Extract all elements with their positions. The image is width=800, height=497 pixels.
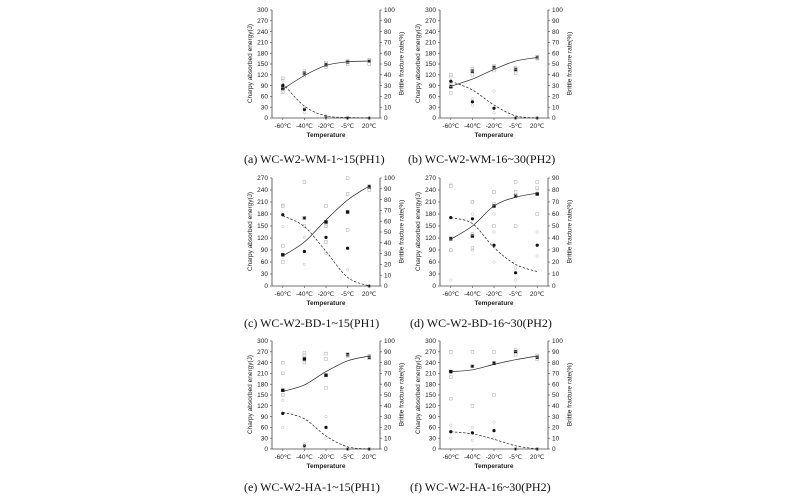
y-tick-label: 90 <box>428 413 436 421</box>
brittle-individual-point <box>282 204 285 207</box>
x-tick-label: 20℃ <box>529 291 545 298</box>
brittle-individual-point <box>471 201 474 204</box>
energy-individual-point <box>514 191 517 194</box>
y-tick-label: 150 <box>425 392 436 400</box>
energy-individual-point <box>471 404 474 407</box>
y-tick-label: 60 <box>428 259 436 267</box>
x-tick-label: 20℃ <box>361 454 377 461</box>
y2-tick-label: 50 <box>552 392 560 400</box>
chart-panel-e <box>230 333 420 478</box>
y2-tick-label: 70 <box>552 370 560 378</box>
y-tick-label: 150 <box>425 223 436 231</box>
brittle-individual-point <box>471 439 474 442</box>
y2-tick-label: 80 <box>384 359 392 367</box>
brittle-average-point <box>324 236 327 239</box>
energy-individual-point <box>346 229 349 232</box>
brittle-individual-point <box>346 269 349 272</box>
x-tick-label: -5℃ <box>509 291 523 298</box>
y-tick-label: 30 <box>428 271 436 279</box>
brittle-individual-point <box>493 231 496 234</box>
y-tick-label: 300 <box>425 338 436 346</box>
y2-tick-label: 20 <box>552 424 560 432</box>
brittle-individual-point <box>450 279 453 282</box>
brittle-individual-point <box>493 213 496 216</box>
brittle-fit-curve <box>451 432 537 449</box>
y-tick-label: 120 <box>257 403 268 410</box>
y2-tick-label: 40 <box>552 235 560 243</box>
y2-tick-label: 60 <box>384 50 392 58</box>
y-axis-label: Charpy absorbed energy(J) <box>246 191 254 272</box>
chart-panel-d <box>398 170 588 315</box>
x-tick-label: -5℃ <box>509 123 523 130</box>
y-tick-label: 150 <box>425 61 436 69</box>
energy-individual-point <box>514 353 517 356</box>
y-tick-label: 150 <box>257 392 268 400</box>
brittle-individual-point <box>303 263 306 266</box>
x-tick-label: -5℃ <box>341 454 355 461</box>
energy-individual-point <box>346 177 349 180</box>
y2-tick-label: 80 <box>384 28 392 36</box>
y2-tick-label: 100 <box>384 338 395 346</box>
energy-individual-point <box>325 352 328 355</box>
y-tick-label: 180 <box>257 50 268 58</box>
energy-individual-point <box>281 372 284 375</box>
brittle-individual-point <box>303 111 306 114</box>
x-tick-label: -40℃ <box>296 291 313 298</box>
brittle-individual-point <box>536 255 539 258</box>
energy-individual-point <box>493 191 496 194</box>
y-tick-label: 0 <box>432 283 436 291</box>
energy-individual-point <box>325 205 328 208</box>
brittle-individual-point <box>450 437 453 440</box>
x-tick-label: -5℃ <box>341 123 355 130</box>
y-tick-label: 60 <box>260 93 268 101</box>
y2-tick-label: 10 <box>384 272 392 280</box>
y2-tick-label: 10 <box>552 435 560 443</box>
energy-individual-point <box>325 386 328 389</box>
x-tick-label: -20℃ <box>317 123 335 130</box>
energy-individual-point <box>471 350 474 353</box>
chart-panel-b <box>398 2 588 147</box>
y2-tick-label: 30 <box>552 82 560 90</box>
y-tick-label: 270 <box>257 175 268 183</box>
x-tick-label: -40℃ <box>464 123 481 130</box>
y-tick-label: 0 <box>432 446 436 454</box>
y2-tick-label: 50 <box>552 61 560 69</box>
y2-tick-label: 10 <box>552 271 560 279</box>
energy-individual-point <box>514 225 517 228</box>
y2-axis-label: Brittle fracture rate(%) <box>566 199 574 264</box>
y-tick-label: 0 <box>432 115 436 123</box>
y-tick-label: 120 <box>425 72 436 79</box>
y-tick-label: 180 <box>257 381 268 389</box>
y-tick-label: 240 <box>425 359 436 367</box>
y2-tick-label: 90 <box>552 175 560 183</box>
brittle-individual-point <box>493 111 496 114</box>
x-tick-label: -60℃ <box>442 123 460 130</box>
y2-tick-label: 0 <box>384 115 388 123</box>
brittle-individual-point <box>282 79 285 82</box>
y2-tick-label: 50 <box>384 61 392 69</box>
y2-tick-label: 50 <box>552 223 560 231</box>
x-tick-label: 20℃ <box>361 291 377 298</box>
chart-svg <box>398 333 588 478</box>
chart-panel-c <box>230 170 420 315</box>
y2-tick-label: 70 <box>552 199 560 207</box>
y-tick-label: 0 <box>264 446 268 454</box>
x-tick-label: -60℃ <box>442 454 460 461</box>
y-tick-label: 210 <box>257 370 268 378</box>
y2-tick-label: 30 <box>384 82 392 90</box>
y-tick-label: 210 <box>257 39 268 47</box>
x-tick-label: -20℃ <box>485 291 503 298</box>
energy-fit-curve <box>451 193 537 239</box>
y2-tick-label: 40 <box>552 403 560 410</box>
y-tick-label: 0 <box>264 283 268 291</box>
energy-individual-point <box>493 350 496 353</box>
y-tick-label: 180 <box>257 211 268 219</box>
y2-tick-label: 50 <box>384 229 392 237</box>
brittle-fit-curve <box>283 83 369 118</box>
energy-individual-point <box>449 397 452 400</box>
brittle-fit-curve <box>283 216 369 286</box>
y-tick-label: 270 <box>257 18 268 25</box>
y-tick-label: 30 <box>260 435 268 443</box>
brittle-average-point <box>324 426 327 429</box>
y-tick-label: 270 <box>425 175 436 183</box>
y-tick-label: 120 <box>257 72 268 79</box>
chart-svg <box>230 333 420 478</box>
y-tick-label: 240 <box>425 28 436 36</box>
y2-tick-label: 10 <box>384 435 392 443</box>
brittle-individual-point <box>450 183 453 186</box>
x-axis-label: Temperature <box>306 463 346 470</box>
caption-d: (d) WC-W2-BD-16~30(PH2) <box>410 316 552 330</box>
y-axis-label: Charpy absorbed energy(J) <box>414 354 422 435</box>
y2-axis-label: Brittle fracture rate(%) <box>398 362 406 427</box>
y-tick-label: 240 <box>257 187 268 195</box>
x-tick-label: -40℃ <box>296 454 313 461</box>
y2-tick-label: 20 <box>384 261 392 269</box>
energy-individual-point <box>325 358 328 361</box>
y2-tick-label: 20 <box>384 424 392 432</box>
energy-individual-point <box>536 181 539 184</box>
y-tick-label: 300 <box>257 338 268 346</box>
chart-panel-f <box>398 333 588 478</box>
caption-a: (a) WC-W2-WM-1~15(PH1) <box>244 152 385 166</box>
y2-tick-label: 90 <box>384 186 392 193</box>
y2-tick-label: 20 <box>552 259 560 267</box>
x-tick-label: -40℃ <box>464 291 481 298</box>
brittle-individual-point <box>450 249 453 252</box>
y2-tick-label: 90 <box>384 349 392 356</box>
x-axis-label: Temperature <box>474 463 514 470</box>
y-tick-label: 210 <box>425 370 436 378</box>
energy-average-point <box>303 357 306 360</box>
y2-tick-label: 60 <box>552 381 560 389</box>
energy-average-point <box>324 374 327 377</box>
y-tick-label: 240 <box>425 187 436 195</box>
y-tick-label: 90 <box>260 247 268 255</box>
y2-tick-label: 10 <box>384 104 392 112</box>
x-tick-label: -20℃ <box>485 454 503 461</box>
y2-tick-label: 30 <box>384 413 392 421</box>
y2-tick-label: 20 <box>384 93 392 101</box>
y-tick-label: 60 <box>428 424 436 432</box>
energy-average-point <box>536 192 539 195</box>
brittle-individual-point <box>282 399 285 402</box>
energy-average-point <box>346 210 349 213</box>
brittle-individual-point <box>493 90 496 93</box>
energy-individual-point <box>514 181 517 184</box>
energy-fit-curve <box>283 61 369 89</box>
brittle-average-point <box>492 244 495 247</box>
y-tick-label: 210 <box>425 39 436 47</box>
y-axis-label: Charpy absorbed energy(J) <box>414 191 422 272</box>
brittle-individual-point <box>493 261 496 264</box>
y2-tick-label: 90 <box>384 18 392 25</box>
y-tick-label: 60 <box>260 424 268 432</box>
y2-tick-label: 20 <box>552 93 560 101</box>
brittle-average-point <box>492 107 495 110</box>
y2-tick-label: 90 <box>552 349 560 356</box>
energy-average-point <box>281 389 284 392</box>
energy-individual-point <box>536 213 539 216</box>
y2-axis-label: Brittle fracture rate(%) <box>398 31 406 96</box>
x-tick-label: -5℃ <box>509 454 523 461</box>
y2-tick-label: 80 <box>552 187 560 195</box>
x-tick-label: -60℃ <box>274 123 292 130</box>
x-tick-label: -60℃ <box>274 291 292 298</box>
y2-tick-label: 30 <box>552 413 560 421</box>
y-tick-label: 300 <box>425 7 436 15</box>
y-tick-label: 210 <box>425 199 436 207</box>
brittle-individual-point <box>471 97 474 100</box>
energy-individual-point <box>303 351 306 354</box>
brittle-average-point <box>471 100 474 103</box>
brittle-individual-point <box>536 231 539 234</box>
x-axis-label: Temperature <box>474 132 514 139</box>
energy-individual-point <box>303 361 306 364</box>
brittle-average-point <box>281 412 284 415</box>
y-tick-label: 120 <box>425 235 436 243</box>
brittle-average-point <box>303 250 306 253</box>
y2-tick-label: 70 <box>384 39 392 47</box>
y-tick-label: 90 <box>260 82 268 90</box>
brittle-average-point <box>449 80 452 83</box>
chart-svg <box>398 2 588 147</box>
brittle-individual-point <box>471 249 474 252</box>
y-tick-label: 120 <box>425 403 436 410</box>
brittle-individual-point <box>325 437 328 440</box>
brittle-individual-point <box>471 213 474 216</box>
y-tick-label: 30 <box>428 104 436 112</box>
y-tick-label: 180 <box>425 211 436 219</box>
y2-tick-label: 60 <box>552 50 560 58</box>
x-tick-label: -60℃ <box>442 291 460 298</box>
y2-tick-label: 80 <box>552 359 560 367</box>
energy-individual-point <box>368 63 371 66</box>
y2-tick-label: 10 <box>552 104 560 112</box>
y2-tick-label: 90 <box>552 18 560 25</box>
y-tick-label: 240 <box>257 359 268 367</box>
y-tick-label: 60 <box>260 259 268 267</box>
energy-individual-point <box>471 73 474 76</box>
energy-individual-point <box>303 354 306 357</box>
y-tick-label: 300 <box>257 7 268 15</box>
y-tick-label: 90 <box>428 247 436 255</box>
y-tick-label: 270 <box>425 349 436 356</box>
y-axis-label: Charpy absorbed energy(J) <box>246 23 254 104</box>
y2-tick-label: 50 <box>384 392 392 400</box>
y2-tick-label: 40 <box>384 240 392 247</box>
brittle-individual-point <box>282 225 285 228</box>
energy-individual-point <box>493 225 496 228</box>
brittle-individual-point <box>514 267 517 270</box>
brittle-individual-point <box>493 421 496 424</box>
caption-c: (c) WC-W2-BD-1~15(PH1) <box>244 316 380 330</box>
energy-individual-point <box>346 193 349 196</box>
y2-axis-label: Brittle fracture rate(%) <box>398 199 406 264</box>
y-tick-label: 150 <box>257 223 268 231</box>
chart-svg <box>398 170 588 315</box>
y-tick-label: 90 <box>260 413 268 421</box>
y2-tick-label: 0 <box>384 446 388 454</box>
x-tick-label: -5℃ <box>341 291 355 298</box>
x-tick-label: 20℃ <box>529 123 545 130</box>
y2-axis-label: Brittle fracture rate(%) <box>566 362 574 427</box>
x-tick-label: 20℃ <box>529 454 545 461</box>
energy-individual-point <box>493 394 496 397</box>
y-tick-label: 270 <box>425 18 436 25</box>
y2-tick-label: 100 <box>384 7 395 15</box>
x-tick-label: -40℃ <box>464 454 481 461</box>
x-tick-label: -20℃ <box>317 454 335 461</box>
energy-individual-point <box>281 394 284 397</box>
y-axis-label: Charpy absorbed energy(J) <box>414 23 422 104</box>
brittle-individual-point <box>471 426 474 429</box>
y-tick-label: 30 <box>428 435 436 443</box>
brittle-average-point <box>346 247 349 250</box>
y2-tick-label: 0 <box>552 283 556 291</box>
y-tick-label: 180 <box>425 50 436 58</box>
brittle-fit-curve <box>451 81 537 118</box>
y2-tick-label: 40 <box>384 72 392 79</box>
chart-svg <box>230 2 420 147</box>
y2-tick-label: 70 <box>384 370 392 378</box>
y2-tick-label: 0 <box>552 446 556 454</box>
y2-tick-label: 70 <box>384 207 392 215</box>
y-tick-label: 30 <box>260 271 268 279</box>
energy-individual-point <box>449 91 452 94</box>
x-tick-label: -60℃ <box>274 454 292 461</box>
x-axis-label: Temperature <box>306 300 346 307</box>
brittle-individual-point <box>282 426 285 429</box>
y-tick-label: 240 <box>257 28 268 36</box>
energy-individual-point <box>281 245 284 248</box>
x-tick-label: -20℃ <box>485 123 503 130</box>
caption-f: (f) WC-W2-HA-16~30(PH2) <box>410 480 551 494</box>
y2-tick-label: 40 <box>552 72 560 79</box>
caption-b: (b) WC-W2-WM-16~30(PH2) <box>408 152 556 166</box>
brittle-individual-point <box>450 424 453 427</box>
brittle-average-point <box>471 217 474 220</box>
energy-individual-point <box>281 261 284 264</box>
y-tick-label: 180 <box>425 381 436 389</box>
y2-tick-label: 30 <box>552 247 560 255</box>
y2-tick-label: 80 <box>384 196 392 204</box>
brittle-individual-point <box>514 279 517 282</box>
brittle-individual-point <box>471 104 474 107</box>
x-tick-label: -20℃ <box>317 291 335 298</box>
y2-tick-label: 60 <box>384 218 392 226</box>
x-tick-label: 20℃ <box>361 123 377 130</box>
y-tick-label: 90 <box>428 82 436 90</box>
y2-tick-label: 70 <box>552 39 560 47</box>
brittle-average-point <box>536 244 539 247</box>
energy-individual-point <box>368 189 371 192</box>
x-axis-label: Temperature <box>474 300 514 307</box>
x-tick-label: -40℃ <box>296 123 313 130</box>
y-tick-label: 120 <box>257 235 268 243</box>
energy-individual-point <box>449 376 452 379</box>
energy-individual-point <box>303 181 306 184</box>
y-tick-label: 0 <box>264 115 268 123</box>
y-tick-label: 150 <box>257 61 268 69</box>
y2-tick-label: 0 <box>552 115 556 123</box>
y2-tick-label: 40 <box>384 403 392 410</box>
y-tick-label: 60 <box>428 93 436 101</box>
chart-panel-a <box>230 2 420 147</box>
y2-tick-label: 100 <box>552 338 563 346</box>
x-axis-label: Temperature <box>306 132 346 139</box>
y-tick-label: 30 <box>260 104 268 112</box>
brittle-average-point <box>514 271 517 274</box>
y-tick-label: 270 <box>257 349 268 356</box>
energy-individual-point <box>281 361 284 364</box>
y2-tick-label: 60 <box>384 381 392 389</box>
y2-tick-label: 100 <box>384 175 395 183</box>
energy-individual-point <box>325 241 328 244</box>
y2-tick-label: 30 <box>384 250 392 258</box>
y-axis-label: Charpy absorbed energy(J) <box>246 354 254 435</box>
y2-tick-label: 0 <box>384 283 388 291</box>
y-tick-label: 210 <box>257 199 268 207</box>
y2-tick-label: 100 <box>552 7 563 15</box>
brittle-individual-point <box>303 236 306 239</box>
brittle-individual-point <box>536 189 539 192</box>
energy-individual-point <box>449 350 452 353</box>
y2-axis-label: Brittle fracture rate(%) <box>566 31 574 96</box>
caption-e: (e) WC-W2-HA-1~15(PH1) <box>244 480 380 494</box>
brittle-individual-point <box>325 415 328 418</box>
brittle-average-point <box>492 429 495 432</box>
y2-tick-label: 60 <box>552 211 560 219</box>
chart-svg <box>230 170 420 315</box>
y2-tick-label: 80 <box>552 28 560 36</box>
